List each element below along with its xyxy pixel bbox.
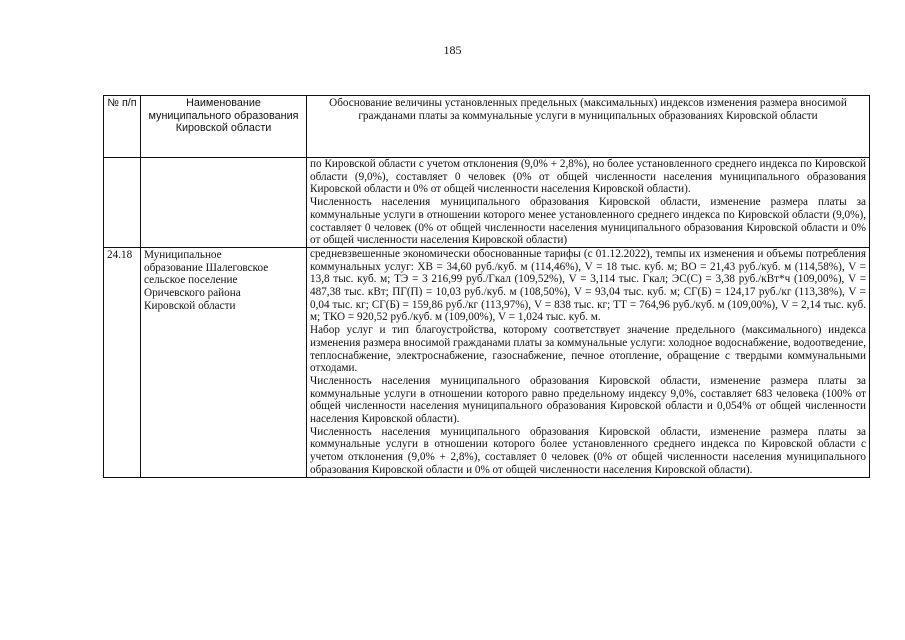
table-header-row xyxy=(104,96,870,158)
name-line: образование Шалеговское xyxy=(144,261,269,274)
row-number: 24.18 xyxy=(104,247,141,477)
name-line: Муниципальное xyxy=(144,248,222,261)
continuation-text-cell xyxy=(307,158,870,248)
paragraph: Численность населения муниципального образования Кировской области, изменение размера платы за коммунальные услуги в отношении которого менее установленного среднего индекса по Кировской области (9,0%), составляет 0 человек (0% от общей численности населения муниципального образования Кировской области и 0% от общей численности населения Кировской области) xyxy=(310,196,866,247)
paragraph: по Кировской области с учетом отклонения (9,0% + 2,8%), но более установленного среднего индекса по Кировской области (9,0%), составляет 0 человек (0% от общей численности населения муниципального образования Кировской области и 0% от общей численности населения Кировской области). xyxy=(310,158,866,196)
name-line: Кировской области xyxy=(144,299,236,312)
municipality-name xyxy=(141,247,307,477)
header-justification: Обоснование величины установленных предельных (максимальных) индексов изменения размера вносимой гражданами платы за коммунальные услуги в муниципальных образованиях Кировской области xyxy=(307,96,870,158)
table-row xyxy=(104,247,870,477)
indices-table xyxy=(103,95,870,478)
page-number: 185 xyxy=(443,43,462,57)
name-line: Оричевского района xyxy=(144,287,241,300)
name-line: сельское поселение xyxy=(144,274,238,287)
paragraph: Численность населения муниципального образования Кировской области, изменение размера платы за коммунальные услуги в отношении которого более установленного среднего индекса по Кировской области с учетом отклонения (9,0% + 2,8%), составляет 0 человек (0% от общей численности населения муниципального образования Кировской области и 0% от общей численности населения Кировской области). xyxy=(310,425,866,476)
paragraph: Набор услуг и тип благоустройства, которому соответствует значение предельного (максимального) индекса изменения размера вносимой гражданами платы за коммунальные услуги: холодное водоснабжение, водоотведение, теплоснабжение, электроснабжение, газоснабжение, печное отопление, обращение с твердыми коммунальными отходами. xyxy=(310,324,866,375)
continuation-number-cell xyxy=(104,158,141,248)
paragraph: средневзвешенные экономически обоснованные тарифы (с 01.12.2022), темпы их изменения и объемы потребления коммунальных услуг: ХВ = 34,60 руб./куб. м (114,46%), V = 18 тыс. куб. м; ВО = 21,43 руб./куб. м (114,58%), V = 13,8 тыс. куб. м; ТЭ = 3 216,99 руб./Гкал (109,52%), V = 3,114 тыс. Гкал; ЭС(С) = 3,38 руб./кВт*ч (109,00%), V = 487,38 тыс. кВт; ПГ(П) = 10,03 руб./куб. м (108,50%), V = 93,04 тыс. куб. м; СГ(Б) = 124,17 руб./кг (113,38%), V = 0,04 тыс. кг; СГ(Б) = 159,86 руб./кг (113,97%), V = 838 тыс. кг; ТТ = 764,96 руб./куб. м (109,00%), V = 2,14 тыс. куб. м; ТКО = 920,52 руб./куб. м (109,00%), V = 1,024 тыс. куб. м. xyxy=(310,247,866,324)
header-municipality-name: Наименование муниципального образования Кировской области xyxy=(141,96,307,158)
header-number: № п/п xyxy=(104,96,141,158)
justification-text xyxy=(307,247,870,477)
paragraph: Численность населения муниципального образования Кировской области, изменение размера платы за коммунальные услуги в отношении которого равно предельному индексу 9,0%, составляет 683 человека (100% от общей численности населения муниципального образования Кировской области и 0,054% от общей численности населения Кировской области). xyxy=(310,374,866,426)
table-row-continuation xyxy=(104,158,870,248)
continuation-name-cell xyxy=(141,158,307,248)
